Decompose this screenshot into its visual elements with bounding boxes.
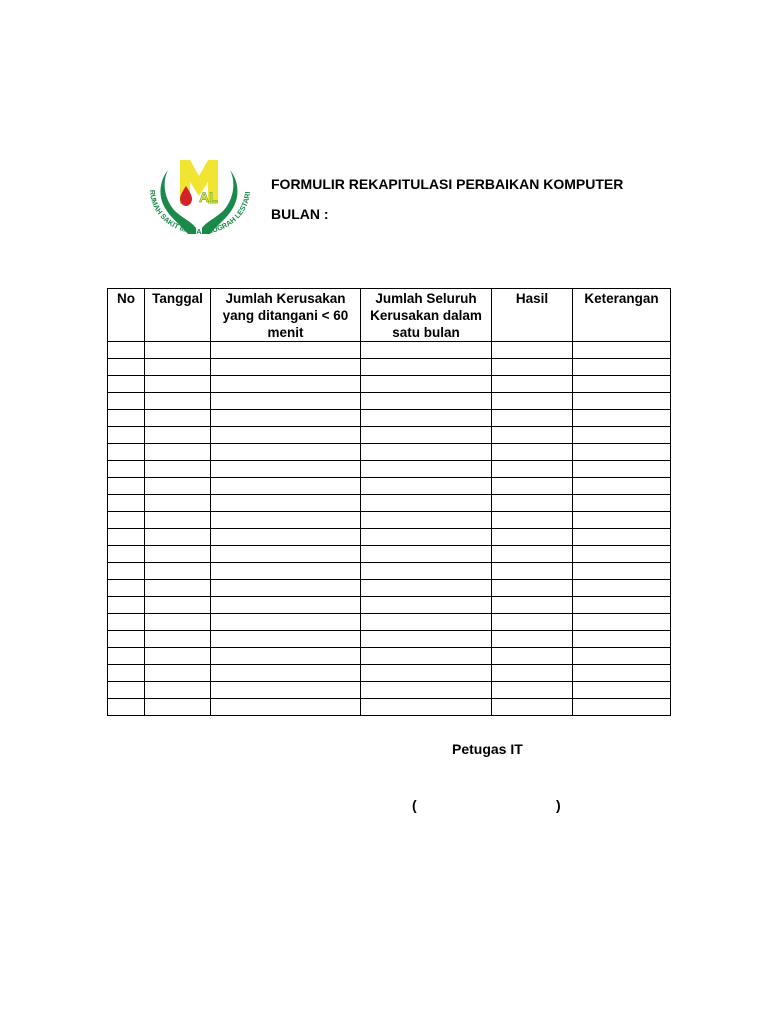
table-cell [573,359,671,376]
table-row [108,461,671,478]
table-cell [361,546,492,563]
table-cell [145,699,211,716]
table-cell [361,631,492,648]
table-cell [108,665,145,682]
table-cell [492,512,573,529]
table-cell [492,393,573,410]
table-cell [361,648,492,665]
table-cell [108,393,145,410]
table-cell [361,427,492,444]
table-cell [108,512,145,529]
table-cell [573,614,671,631]
table-cell [108,342,145,359]
table-cell [361,614,492,631]
table-cell [108,546,145,563]
table-cell [361,665,492,682]
table-cell [108,444,145,461]
table-cell [361,478,492,495]
table-cell [573,529,671,546]
table-cell [573,699,671,716]
hospital-logo [138,152,260,248]
table-cell [492,563,573,580]
table-cell [145,376,211,393]
table-cell [145,614,211,631]
table-cell [492,427,573,444]
table-row [108,665,671,682]
table-cell [492,410,573,427]
table-cell [108,614,145,631]
table-cell [361,359,492,376]
table-cell [145,563,211,580]
table-cell [573,563,671,580]
table-cell [145,478,211,495]
table-cell [211,682,361,699]
table-cell [145,529,211,546]
table-cell [108,648,145,665]
table-cell [145,410,211,427]
table-cell [492,461,573,478]
table-cell [492,359,573,376]
table-row [108,393,671,410]
table-cell [145,580,211,597]
table-cell [492,529,573,546]
table-cell [361,376,492,393]
table-cell [211,342,361,359]
table-cell [145,393,211,410]
table-cell [108,597,145,614]
table-cell [573,410,671,427]
table-cell [108,461,145,478]
table-cell [361,512,492,529]
table-cell [361,393,492,410]
table-cell [145,648,211,665]
table-cell [211,461,361,478]
table-cell [145,359,211,376]
table-body [108,342,671,716]
table-cell [211,529,361,546]
table-row [108,342,671,359]
table-cell [573,342,671,359]
signer-role: Petugas IT [452,741,523,757]
table-cell [573,393,671,410]
table-cell [573,478,671,495]
table-row [108,682,671,699]
table-cell [573,427,671,444]
table-cell [573,682,671,699]
table-cell [573,376,671,393]
header-jumlah-seluruh: Jumlah Seluruh Kerusakan dalam satu bulan [361,289,492,342]
table-cell [108,529,145,546]
table-cell [211,580,361,597]
table-cell [145,495,211,512]
table-cell [492,631,573,648]
table-cell [361,699,492,716]
table-cell [492,614,573,631]
table-cell [211,614,361,631]
table-cell [361,342,492,359]
table-cell [211,478,361,495]
table-cell [211,410,361,427]
table-cell [211,665,361,682]
table-cell [145,444,211,461]
table-cell [573,444,671,461]
table-cell [108,682,145,699]
table-cell [145,512,211,529]
table-cell [361,495,492,512]
table-header-row [108,289,671,342]
table-row [108,631,671,648]
table-cell [211,444,361,461]
table-cell [492,444,573,461]
table-cell [211,427,361,444]
month-label: BULAN : [271,206,329,222]
table-cell [361,580,492,597]
table-cell [211,631,361,648]
table-cell [573,580,671,597]
table-row [108,359,671,376]
table-cell [573,495,671,512]
table-cell [145,546,211,563]
table-cell [211,376,361,393]
table-row [108,444,671,461]
logo-letters: AL [199,189,218,205]
table-cell [211,597,361,614]
header-hasil: Hasil [492,289,573,342]
table-row [108,427,671,444]
table-row [108,546,671,563]
table-cell [108,478,145,495]
table-cell [108,580,145,597]
table-cell [573,461,671,478]
table-cell [211,393,361,410]
table-cell [108,359,145,376]
table-row [108,563,671,580]
table-cell [361,444,492,461]
signature-close-paren: ) [556,797,561,813]
table-cell [573,631,671,648]
header-tanggal: Tanggal [145,289,211,342]
header-jumlah-kerusakan: Jumlah Kerusakan yang ditangani < 60 menit [211,289,361,342]
table-cell [492,665,573,682]
table-cell [211,512,361,529]
table-cell [361,529,492,546]
table-cell [108,563,145,580]
table-cell [361,461,492,478]
table-cell [108,427,145,444]
table-cell [145,665,211,682]
table-cell [145,342,211,359]
table-cell [145,682,211,699]
table-cell [108,699,145,716]
table-cell [361,682,492,699]
table-row [108,648,671,665]
table-cell [145,461,211,478]
table-cell [361,410,492,427]
table-cell [145,427,211,444]
table-row [108,597,671,614]
table-cell [492,342,573,359]
table-cell [108,631,145,648]
table-cell [492,495,573,512]
table-row [108,580,671,597]
table-row [108,478,671,495]
header-keterangan: Keterangan [573,289,671,342]
table-cell [211,648,361,665]
table-cell [361,597,492,614]
signature-open-paren: ( [412,797,417,813]
table-row [108,410,671,427]
table-cell [492,478,573,495]
table-cell [492,580,573,597]
logo-arc-text: RUMAH SAKIT MITRA ANUGRAH LESTARI [147,189,252,237]
table-cell [573,597,671,614]
table-cell [492,648,573,665]
table-cell [361,563,492,580]
table-cell [573,665,671,682]
table-row [108,512,671,529]
table-cell [108,495,145,512]
table-cell [573,512,671,529]
table-cell [108,376,145,393]
table-row [108,495,671,512]
recap-table [107,288,671,716]
table-cell [211,699,361,716]
table-cell [211,546,361,563]
table-cell [492,376,573,393]
table-cell [492,699,573,716]
table-cell [492,546,573,563]
form-title: FORMULIR REKAPITULASI PERBAIKAN KOMPUTER [271,176,624,192]
table-row [108,614,671,631]
table-cell [108,410,145,427]
table-cell [573,546,671,563]
table-cell [211,495,361,512]
table-cell [573,648,671,665]
table-row [108,699,671,716]
header-no: No [108,289,145,342]
table-cell [145,631,211,648]
table-row [108,376,671,393]
table-cell [492,597,573,614]
table-cell [145,597,211,614]
table-row [108,529,671,546]
table-cell [492,682,573,699]
table-cell [211,563,361,580]
table-cell [211,359,361,376]
